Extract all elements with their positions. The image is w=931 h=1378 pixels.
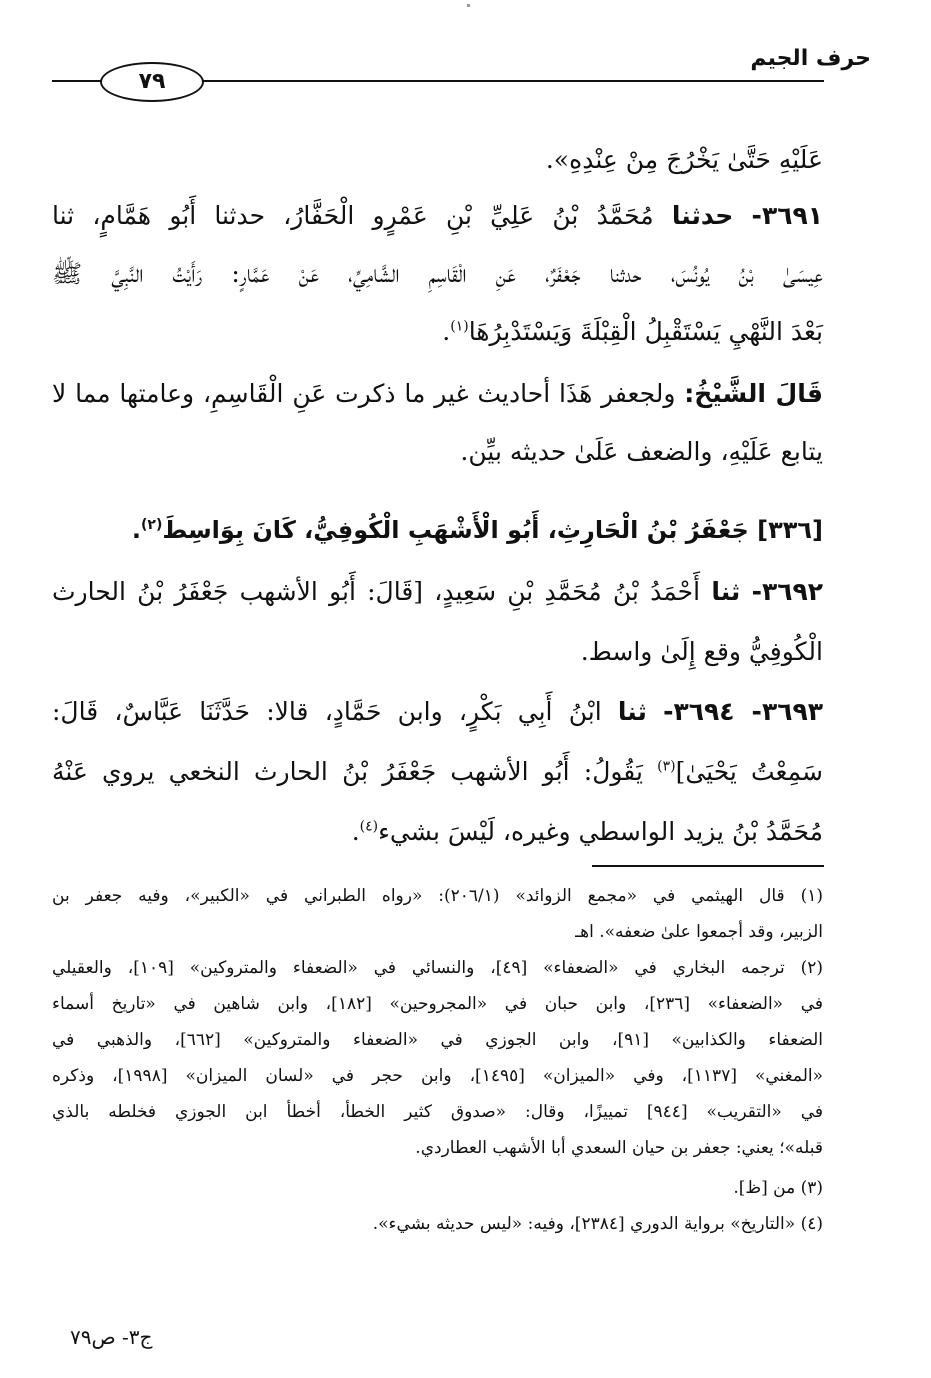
page-reference: ج٣- ص٧٩ — [70, 1325, 153, 1349]
entry-number: ٣٦٩١- — [751, 201, 823, 230]
footnote-2-line-3: الضعفاء والكذابين» [٩١]، وابن الجوزي في «الضعفاء والمتروكين» [٦٦٢]، والذهبي في — [52, 1030, 823, 1050]
footnote-ref[interactable]: (١) — [450, 318, 469, 335]
entry-3693-line-3 — [52, 812, 823, 852]
entry-3693-line-1 — [52, 692, 823, 732]
footnote-2-line-4: «المغني» [١١٣٧]، وفي «الميزان» [١٤٩٥]، وابن حجر في «لسان الميزان» [١٩٩٨]، وذكره — [52, 1066, 824, 1086]
scan-mark — [467, 4, 470, 7]
biography-end: . — [131, 516, 142, 544]
entry-3692-line-2: الْكُوفِيُّ وقع إِلَىٰ واسط. — [580, 637, 823, 666]
entry-text: أَحْمَدُ بْنُ مُحَمَّدِ بْنِ سَعِيدٍ، [قَالَ: أَبُو الأشهب جَعْفَرُ بْنُ الحارث — [52, 577, 701, 606]
sheikh-label: قَالَ الشَّيْخُ: — [684, 379, 823, 408]
entry-text: بَعْدَ النَّهْيِ يَسْتَقْبِلُ الْقِبْلَةَ وَيَسْتَدْبِرُهَا — [468, 317, 823, 346]
footnote-ref[interactable]: (٤) — [359, 818, 379, 835]
entry-3693-line-2 — [52, 752, 823, 792]
footnote-2-line-1: (٢) ترجمه البخاري في «الضعفاء» [٤٩]، والنسائي في «الضعفاء والمتروكين» [١٠٩]، والعقيلي — [52, 958, 823, 978]
entry-text: سَمِعْتُ يَحْيَىٰ] — [675, 757, 823, 786]
entry-end: . — [351, 817, 360, 846]
sheikh-line-2: يتابع عَلَيْهِ، والضعف عَلَىٰ حديثه بيِّن. — [460, 437, 823, 466]
footnote-3: (٣) من [ظ]. — [733, 1178, 823, 1198]
entry-end: . — [442, 317, 451, 346]
footnote-1-line-1: (١) قال الهيثمي في «مجمع الزوائد» (٢٠٦/١): «رواه الطبراني في «الكبير»، وفيه جعفر بن — [52, 886, 824, 906]
entry-3691-line-3 — [52, 312, 823, 352]
entry-keyword: ثنا — [617, 697, 647, 726]
footnote-2-line-6: قبله»؛ يعني: جعفر بن حيان السعدي أبا الأشهب العطاردي. — [415, 1138, 823, 1158]
entry-text: ابْنُ أَبِي بَكْرٍ، وابن حَمَّادٍ، قالا: حَدَّثَنَا عَبَّاسٌ، قَالَ: — [52, 697, 602, 726]
page-number: ٧٩ — [100, 62, 204, 102]
entry-keyword: ثنا — [711, 577, 741, 606]
entry-text: مُحَمَّدُ بْنُ عَلِيِّ بْنِ عَمْرٍو الْحَفَّارُ، حدثنا أَبُو هَمَّامٍ، ثنا — [52, 201, 654, 230]
footnote-2-line-5: في «التقريب» [٩٤٤] تمييزًا، وقال: «صدوق كثير الخطأ، أخطأ ابن الجوزي فخلطه بالذي — [52, 1102, 823, 1122]
entry-text: يَقُولُ: أَبُو الأشهب جَعْفَرُ بْنُ الحارث النخعي يروي عَنْهُ — [52, 757, 643, 786]
footnote-1-line-2: الزبير، وقد أجمعوا علىٰ ضعفه». اهـ — [575, 922, 823, 942]
biography-title: [٣٣٦] جَعْفَرُ بْنُ الْحَارِثِ، أَبُو الْأَشْهَبِ الْكُوفِيُّ، كَانَ بِوَاسِطَ — [162, 516, 823, 544]
sheikh-text: ولجعفر هَذَا أحاديث غير ما ذكرت عَنِ الْقَاسِمِ، وعامتها مما لا — [52, 379, 676, 408]
entry-keyword: حدثنا — [671, 201, 734, 230]
entry-3691-line-1 — [52, 196, 823, 236]
footnote-separator — [592, 865, 824, 867]
footnote-ref[interactable]: (٣) — [657, 758, 676, 775]
entry-number: ٣٦٩٣- ٣٦٩٤- — [663, 697, 823, 726]
biography-heading — [52, 510, 823, 550]
entry-text: مُحَمَّدُ بْنُ يزيد الواسطي وغيره، لَيْسَ بشيء — [378, 817, 823, 846]
sheikh-line-1 — [52, 374, 823, 414]
footnote-ref[interactable]: (٢) — [141, 517, 163, 533]
entry-3692-line-1 — [52, 572, 823, 612]
running-head: حرف الجيم — [750, 46, 871, 71]
text-line: عَلَيْهِ حَتَّىٰ يَخْرُجَ مِنْ عِنْدِهِ». — [545, 145, 823, 174]
entry-number: ٣٦٩٢- — [751, 577, 823, 606]
footnote-4: (٤) «التاريخ» برواية الدوري [٢٣٨٤]، وفيه: «ليس حديثه بشيء». — [372, 1214, 823, 1234]
footnote-2-line-2: في «الضعفاء» [٢٣٦]، وابن حبان في «المجروحين» [١٨٢]، وابن شاهين في «تاريخ أسماء — [52, 994, 823, 1014]
entry-3691-line-2: عِيسَىٰ بْنُ يُونُسَ، حدثنا جَعْفَرٌ، عَنِ الْقَاسِمِ الشَّامِيِّ، عَنْ عَمَّارٍ: رَأَيْتُ النَّبِيَّ ﷺ — [52, 259, 823, 288]
